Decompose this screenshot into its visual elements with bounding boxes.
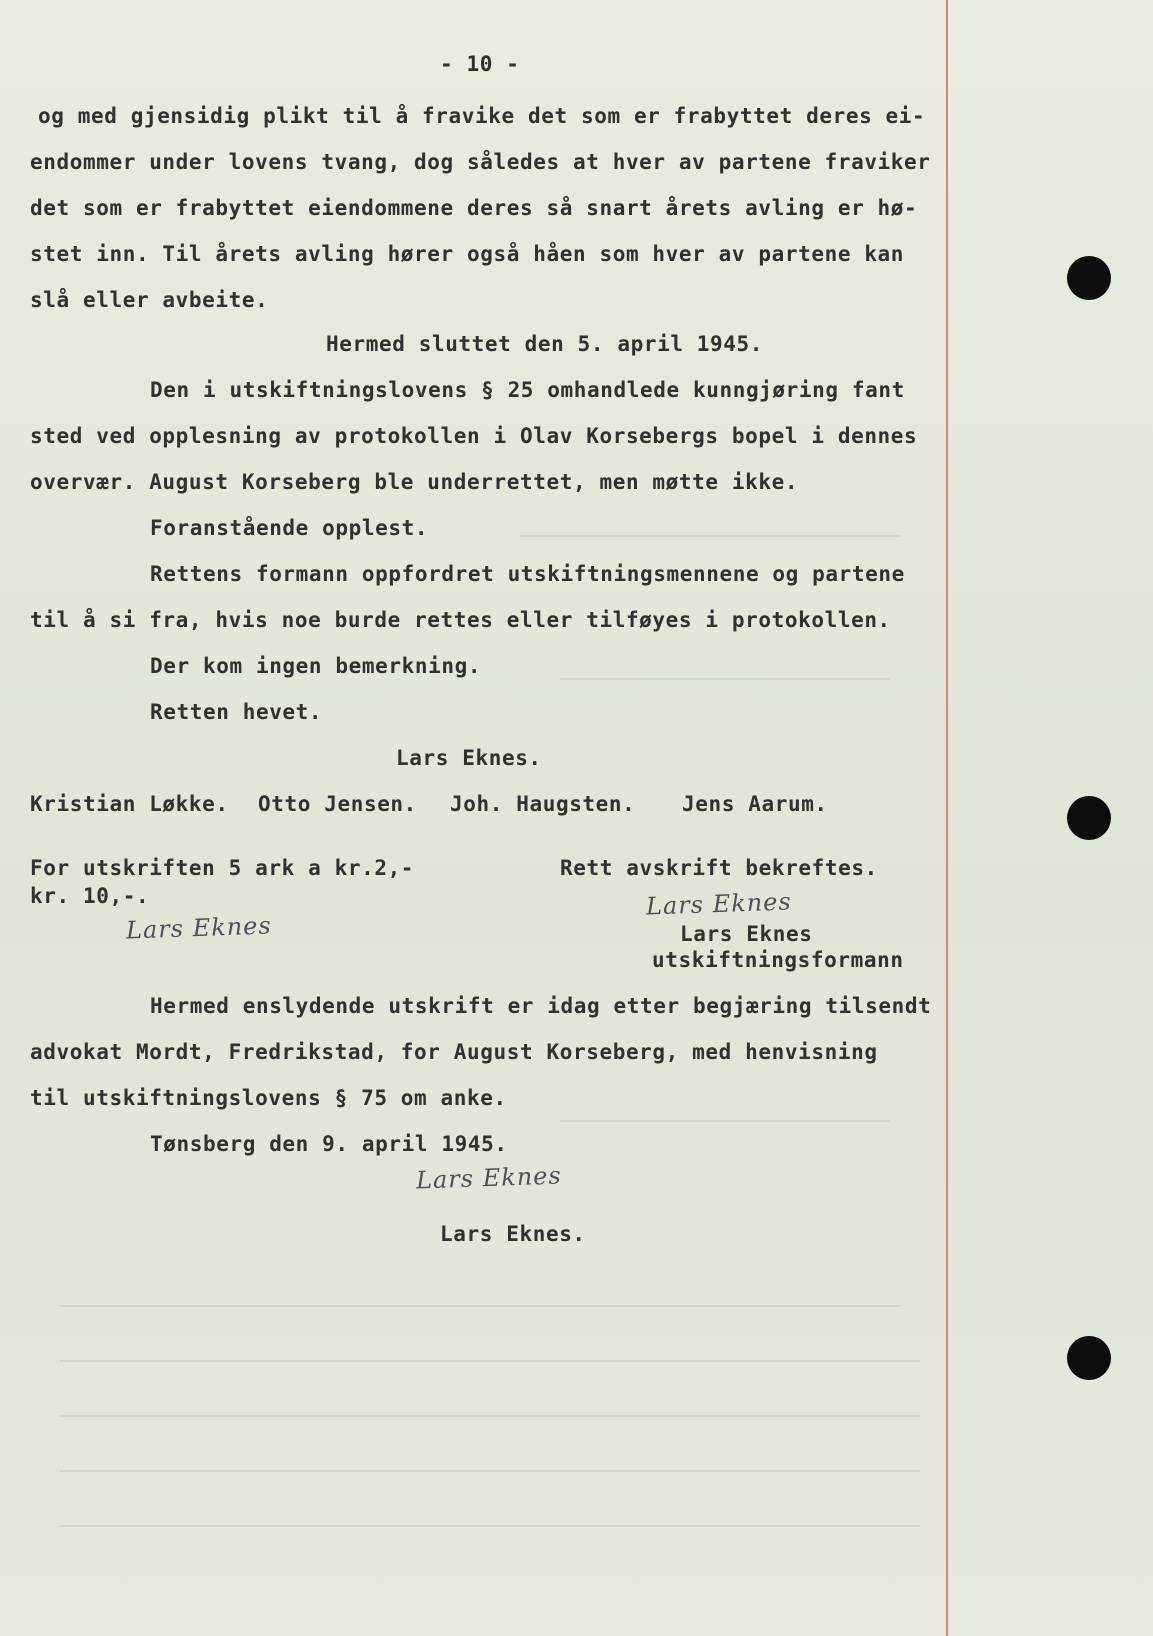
final-signer: Lars Eknes. xyxy=(440,1222,586,1246)
paragraph-line: Rettens formann oppfordret utskiftningsmennene og partene xyxy=(150,562,905,586)
paragraph-line: til utskiftningslovens § 75 om anke. xyxy=(30,1086,507,1110)
certifier-name: Lars Eknes xyxy=(680,922,813,946)
handwritten-signature: Lars Eknes xyxy=(645,887,793,921)
paragraph-line: overvær. August Korseberg ble underrettet, men møtte ikke. xyxy=(30,470,799,494)
punch-hole-middle xyxy=(1067,796,1111,840)
fee-line: For utskriften 5 ark a kr.2,- xyxy=(30,856,415,880)
paragraph-line: slå eller avbeite. xyxy=(30,288,269,312)
paragraph-line: stet inn. Til årets avling hører også håen som hver av partene kan xyxy=(30,242,905,266)
signer-name: Otto Jensen. xyxy=(258,792,417,816)
closing-line: Hermed sluttet den 5. april 1945. xyxy=(326,332,764,356)
paragraph-line: endommer under lovens tvang, dog således at hver av partene fraviker xyxy=(30,150,931,174)
read-aloud-line: Foranstående opplest. xyxy=(150,516,429,540)
punch-hole-top xyxy=(1067,256,1111,300)
certified-line: Rett avskrift bekreftes. xyxy=(560,856,878,880)
place-date-line: Tønsberg den 9. april 1945. xyxy=(150,1132,508,1156)
handwritten-signature: Lars Eknes xyxy=(125,911,273,945)
paragraph-line: advokat Mordt, Fredrikstad, for August Korseberg, med henvisning xyxy=(30,1040,878,1064)
signer-name: Joh. Haugsten. xyxy=(450,792,636,816)
paragraph-line: Den i utskiftningslovens § 25 omhandlede kunngjøring fant xyxy=(150,378,905,402)
paragraph-line: det som er frabyttet eiendommene deres så snart årets avling er hø- xyxy=(30,196,918,220)
no-remarks-line: Der kom ingen bemerkning. xyxy=(150,654,482,678)
margin-rule xyxy=(946,0,948,1636)
court-adjourned-line: Retten hevet. xyxy=(150,700,323,724)
paragraph-line: Hermed enslydende utskrift er idag etter begjæring tilsendt xyxy=(150,994,932,1018)
signer-main: Lars Eknes. xyxy=(396,746,542,770)
signer-name: Jens Aarum. xyxy=(682,792,828,816)
paragraph-line: sted ved opplesning av protokollen i Olav Korsebergs bopel i dennes xyxy=(30,424,918,448)
paragraph-line: til å si fra, hvis noe burde rettes eller tilføyes i protokollen. xyxy=(30,608,891,632)
page-number: - 10 - xyxy=(440,52,520,76)
fee-line: kr. 10,-. xyxy=(30,884,150,908)
handwritten-signature: Lars Eknes xyxy=(415,1161,563,1195)
signer-name: Kristian Løkke. xyxy=(30,792,229,816)
certifier-title: utskiftningsformann xyxy=(652,948,904,972)
paragraph-line: og med gjensidig plikt til å fravike det som er frabyttet deres ei- xyxy=(38,104,926,128)
punch-hole-bottom xyxy=(1067,1336,1111,1380)
